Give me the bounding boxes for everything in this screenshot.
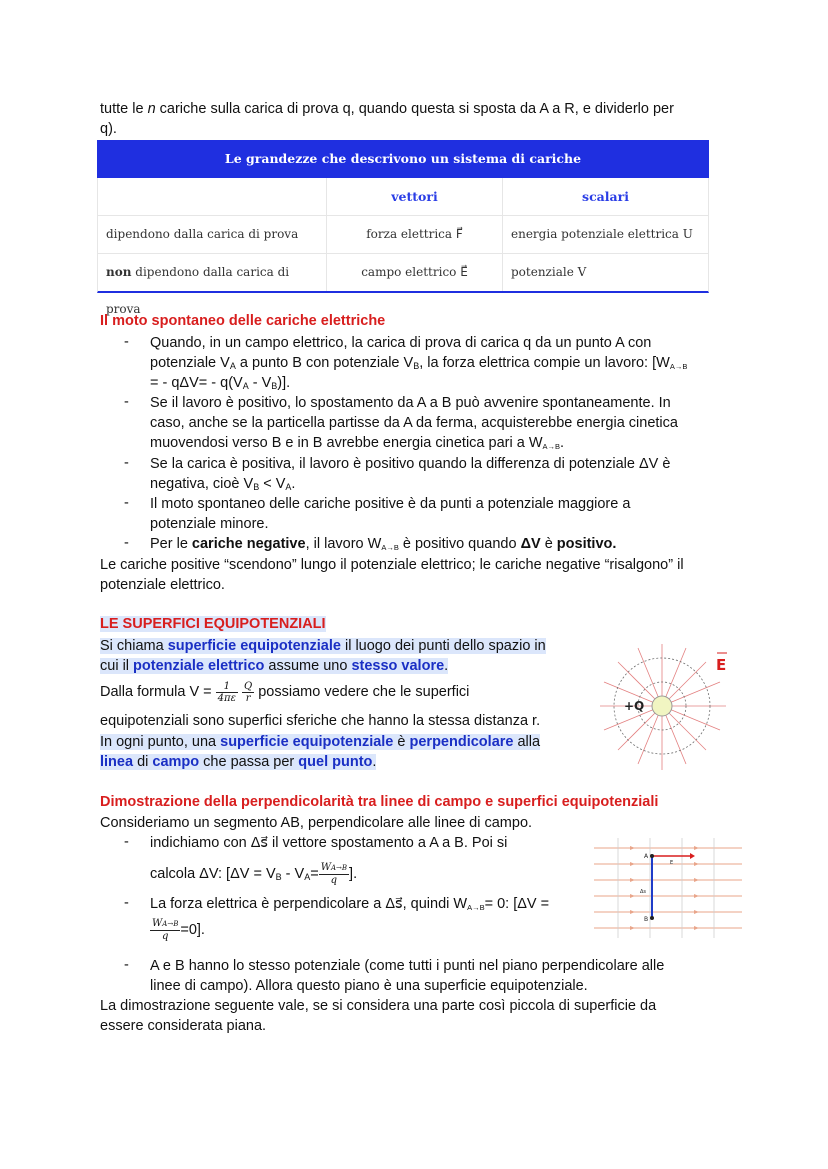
- col-scalari: scalari: [582, 189, 629, 204]
- formula-line: Dalla formula V = $\frac{1}{4\pi\varepsilon}$ $\frac{Q}{r}$ possiamo vedere che le superfici: [100, 680, 470, 704]
- definition-line-2: cui il potenziale elettrico assume uno stesso valore.: [100, 658, 449, 674]
- bullet-dash: -: [124, 394, 129, 410]
- bullet-text: negativa, cioè $V_B < V_A$.: [150, 476, 296, 492]
- perpendicular-line-2: linea di campo che passa per quel punto.: [100, 754, 377, 770]
- paragraph: potenziale elettrico.: [100, 577, 225, 593]
- bullet-dash: -: [124, 834, 129, 850]
- bullet-dash: -: [124, 334, 129, 350]
- point-a-label: A: [644, 853, 649, 860]
- perpendicular-line-1: In ogni punto, una superficie equipotenziale è perpendicolare alla: [100, 734, 541, 750]
- bullet-text: La forza elettrica è perpendicolare a Δs⃗, quindi WA→B= 0: [ΔV =: [150, 896, 550, 912]
- paragraph: essere considerata piana.: [100, 1018, 267, 1034]
- paragraph: Consideriamo un segmento AB, perpendicolare alle linee di campo.: [100, 815, 533, 831]
- section-title-superfici: LE SUPERFICI EQUIPOTENZIALI: [100, 616, 326, 632]
- bullet-text: A e B hanno lo stesso potenziale (come tutti i punti nel piano perpendicolare alle: [150, 958, 665, 974]
- definition-line-1: Si chiama superficie equipotenziale il luogo dei punti dello spazio in: [100, 638, 546, 654]
- col-vettori: vettori: [327, 178, 503, 215]
- row-vettore: forza elettrica F⃗: [327, 216, 503, 253]
- fraction-w-over-q: $\frac{WA\to B}{q}$: [152, 918, 179, 943]
- bullet-text: linee di campo). Allora questo piano è una superficie equipotenziale.: [150, 978, 588, 994]
- perpendicularity-figure: [594, 838, 742, 938]
- row-label: non dipendono dalla carica di prova: [98, 254, 327, 291]
- charge-label: +Q: [624, 699, 645, 713]
- bullet-text: potenziale $V_A$ a punto B con potenziale $V_B$, la forza elettrica compie un lavoro: [WA→B: [150, 355, 688, 371]
- table-row: [97, 216, 709, 254]
- bullet-text: muovendosi verso B e in B avrebbe energia cinetica pari a WA→B.: [150, 435, 565, 451]
- row-label: dipendono dalla carica di prova: [98, 216, 327, 253]
- row-scalare: potenziale V: [511, 265, 587, 279]
- point-b-label: B: [644, 916, 649, 923]
- field-label: E: [716, 656, 727, 674]
- bullet-text: $\frac{WA\to B}{q}$ =0].: [152, 918, 205, 943]
- bullet-dash: -: [124, 957, 129, 973]
- bullet-dash: -: [124, 495, 129, 511]
- bullet-text: indichiamo con Δs⃗ il vettore spostamento a A a B. Poi si: [150, 835, 508, 851]
- bullet-dash: -: [124, 455, 129, 471]
- intro-line-1: tutte le n cariche sulla carica di prova q, quando questa si sposta da A a R, e dividerlo per: [100, 101, 674, 117]
- fraction-1-over-4pie: $\frac{1}{4\pi\varepsilon}$: [217, 680, 236, 704]
- bullet-dash: -: [124, 895, 129, 911]
- bullet-text: Per le cariche negative, il lavoro WA→B è positivo quando ΔV è positivo.: [150, 536, 617, 552]
- bullet-dash: -: [124, 535, 129, 551]
- bullet-text: = - $q\Delta V= - q(V_A - V_B)$].: [150, 375, 291, 391]
- row-scalare: energia potenziale elettrica U: [511, 227, 693, 241]
- bullet-text: Se la carica è positiva, il lavoro è positivo quando la differenza di potenziale ΔV è: [150, 456, 671, 472]
- fraction-q-over-r: $\frac{Q}{r}$: [244, 680, 253, 704]
- paragraph: equipotenziali sono superfici sferiche che hanno la stessa distanza r.: [100, 713, 541, 729]
- table-title: Le grandezze che descrivono un sistema di cariche: [97, 140, 709, 178]
- intro-line-2: q).: [100, 121, 117, 137]
- paragraph: La dimostrazione seguente vale, se si considera una parte così piccola di superficie da: [100, 998, 657, 1014]
- section-title-moto: Il moto spontaneo delle cariche elettriche: [100, 313, 386, 329]
- charge-circle: [652, 696, 672, 716]
- bullet-text: Quando, in un campo elettrico, la carica di prova di carica q da un punto A con: [150, 335, 652, 351]
- bullet-text: Il moto spontaneo delle cariche positive è da punti a potenziale maggiore a: [150, 496, 631, 512]
- section-title-dimostrazione: Dimostrazione della perpendicolarità tra linee di campo e superfici equipotenziali: [100, 794, 659, 810]
- paragraph: Le cariche positive “scendono” lungo il potenziale elettrico; le cariche negative “risalgono” il: [100, 557, 684, 573]
- bullet-text: calcola ΔV: [$\Delta V = V_B - V_A=$ $\frac{WA\to B}{q}$ ].: [150, 862, 358, 887]
- bullet-text: caso, anche se la particella partisse da A da ferma, acquisterebbe energia cinetica: [150, 415, 678, 431]
- quantities-table: [97, 140, 709, 316]
- bullet-text: Se il lavoro è positivo, lo spostamento da A a B può avvenire spontaneamente. In: [150, 395, 671, 411]
- equipotential-figure: [598, 642, 738, 774]
- table-row: [97, 254, 709, 316]
- row-vettore: campo elettrico E⃗: [327, 254, 503, 291]
- fraction-w-over-q: $\frac{WA\to B}{q}$: [320, 862, 348, 887]
- bullet-text: potenziale minore.: [150, 516, 269, 532]
- ds-label: Δs: [640, 889, 647, 895]
- e-label: E: [670, 860, 674, 866]
- table-header-row: [97, 178, 709, 216]
